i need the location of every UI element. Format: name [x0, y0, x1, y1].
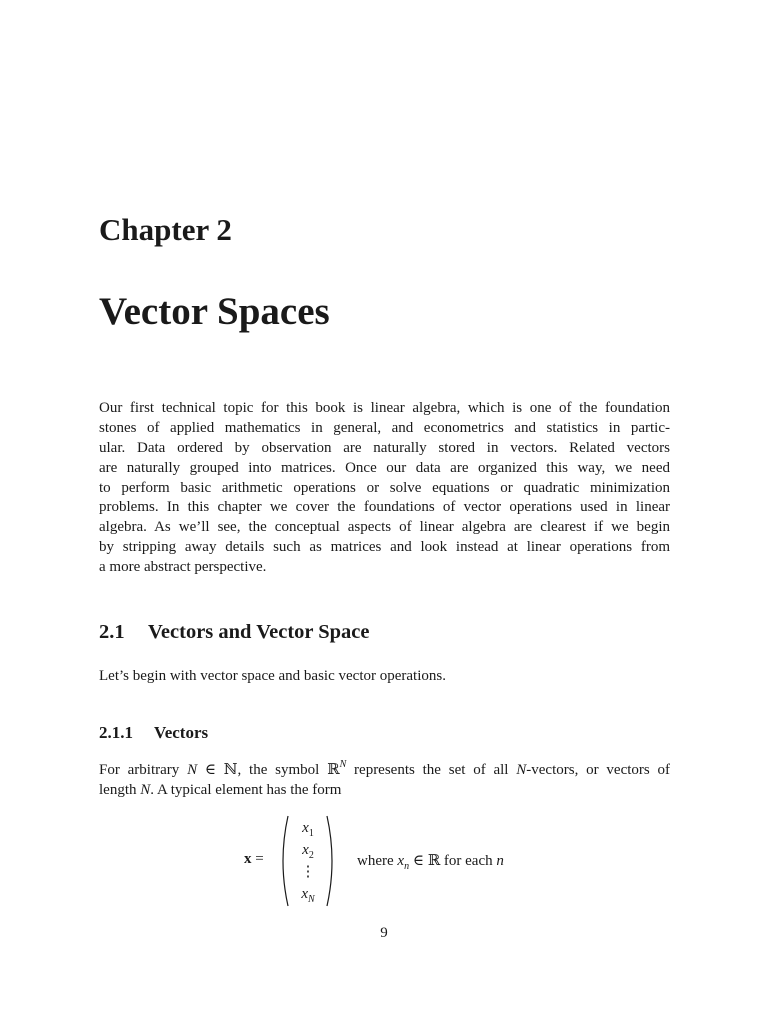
vdots: ⋮: [300, 864, 316, 880]
text-run: . A typical element has the form: [150, 782, 342, 798]
equation-lhs: [244, 851, 264, 868]
vector-column: [296, 817, 320, 905]
equals-sign: =: [251, 851, 264, 867]
text-run: -vectors, or vectors of: [526, 762, 671, 778]
intro-line: to perform basic arithmetic operations or solve equations or quadratic minimization: [99, 479, 670, 496]
vectors-line-1: [99, 760, 670, 780]
section-number: 2.1: [99, 621, 125, 643]
intro-line: problems. In this chapter we cover the foundations of vector operations used in linear: [99, 499, 670, 516]
vector-entry: $x_1$: [302, 820, 314, 839]
intro-line: ular. Data ordered by observation are naturally stored in vectors. Related vectors: [99, 439, 670, 456]
math-var: N: [187, 762, 198, 778]
text-run: For arbitrary: [99, 762, 188, 778]
chapter-label: Chapter 2: [99, 212, 232, 247]
page-number: 9: [380, 925, 388, 941]
intro-line: stones of applied mathematics in general, and econometrics and statistics in partic-: [99, 419, 670, 436]
text-run: , the symbol: [237, 762, 328, 778]
math-var: N: [516, 762, 527, 778]
vector-entry: $x_N$: [301, 886, 315, 905]
text-run: represents the set of all: [346, 762, 517, 778]
math-symbol: ∈: [197, 762, 224, 778]
intro-line: Our first technical topic for this book is linear algebra, which is one of the foundation: [99, 400, 670, 416]
intro-line: are naturally grouped into matrices. Once our data are organized this way, we need: [99, 459, 670, 476]
intro-line: algebra. As we’ll see, the conceptual aspects of linear algebra are clearest if we begin: [99, 519, 670, 536]
section-title: Vectors and Vector Space: [148, 621, 370, 643]
section-heading: [99, 618, 370, 646]
section-intro: Let’s begin with vector space and basic vector operations.: [99, 668, 446, 684]
text-run: length: [99, 782, 141, 798]
reals-symbol: ℝ: [327, 762, 340, 778]
vector-equation: [244, 815, 544, 907]
intro-paragraph: [99, 399, 670, 578]
subsection-heading: [99, 721, 208, 745]
bold-vector-x: x: [244, 851, 252, 867]
naturals-symbol: ℕ: [223, 762, 238, 778]
math-var: N: [140, 782, 151, 798]
subsection-number: 2.1.1: [99, 723, 133, 742]
vectors-line-2: [99, 780, 670, 800]
math-var: N: [339, 759, 347, 770]
subsection-title: Vectors: [154, 723, 209, 742]
vector-entry: $x_2$: [302, 842, 314, 861]
intro-line: by stripping away details such as matrices and look instead at linear operations from: [99, 539, 670, 556]
left-paren: [283, 816, 288, 906]
right-paren: [327, 816, 332, 906]
chapter-title: Vector Spaces: [99, 290, 330, 333]
vectors-paragraph: [99, 760, 670, 800]
intro-line: a more abstract perspective.: [99, 559, 267, 576]
equation-rhs: where $x_n$ ∈ ℝ for each n: [357, 853, 504, 872]
